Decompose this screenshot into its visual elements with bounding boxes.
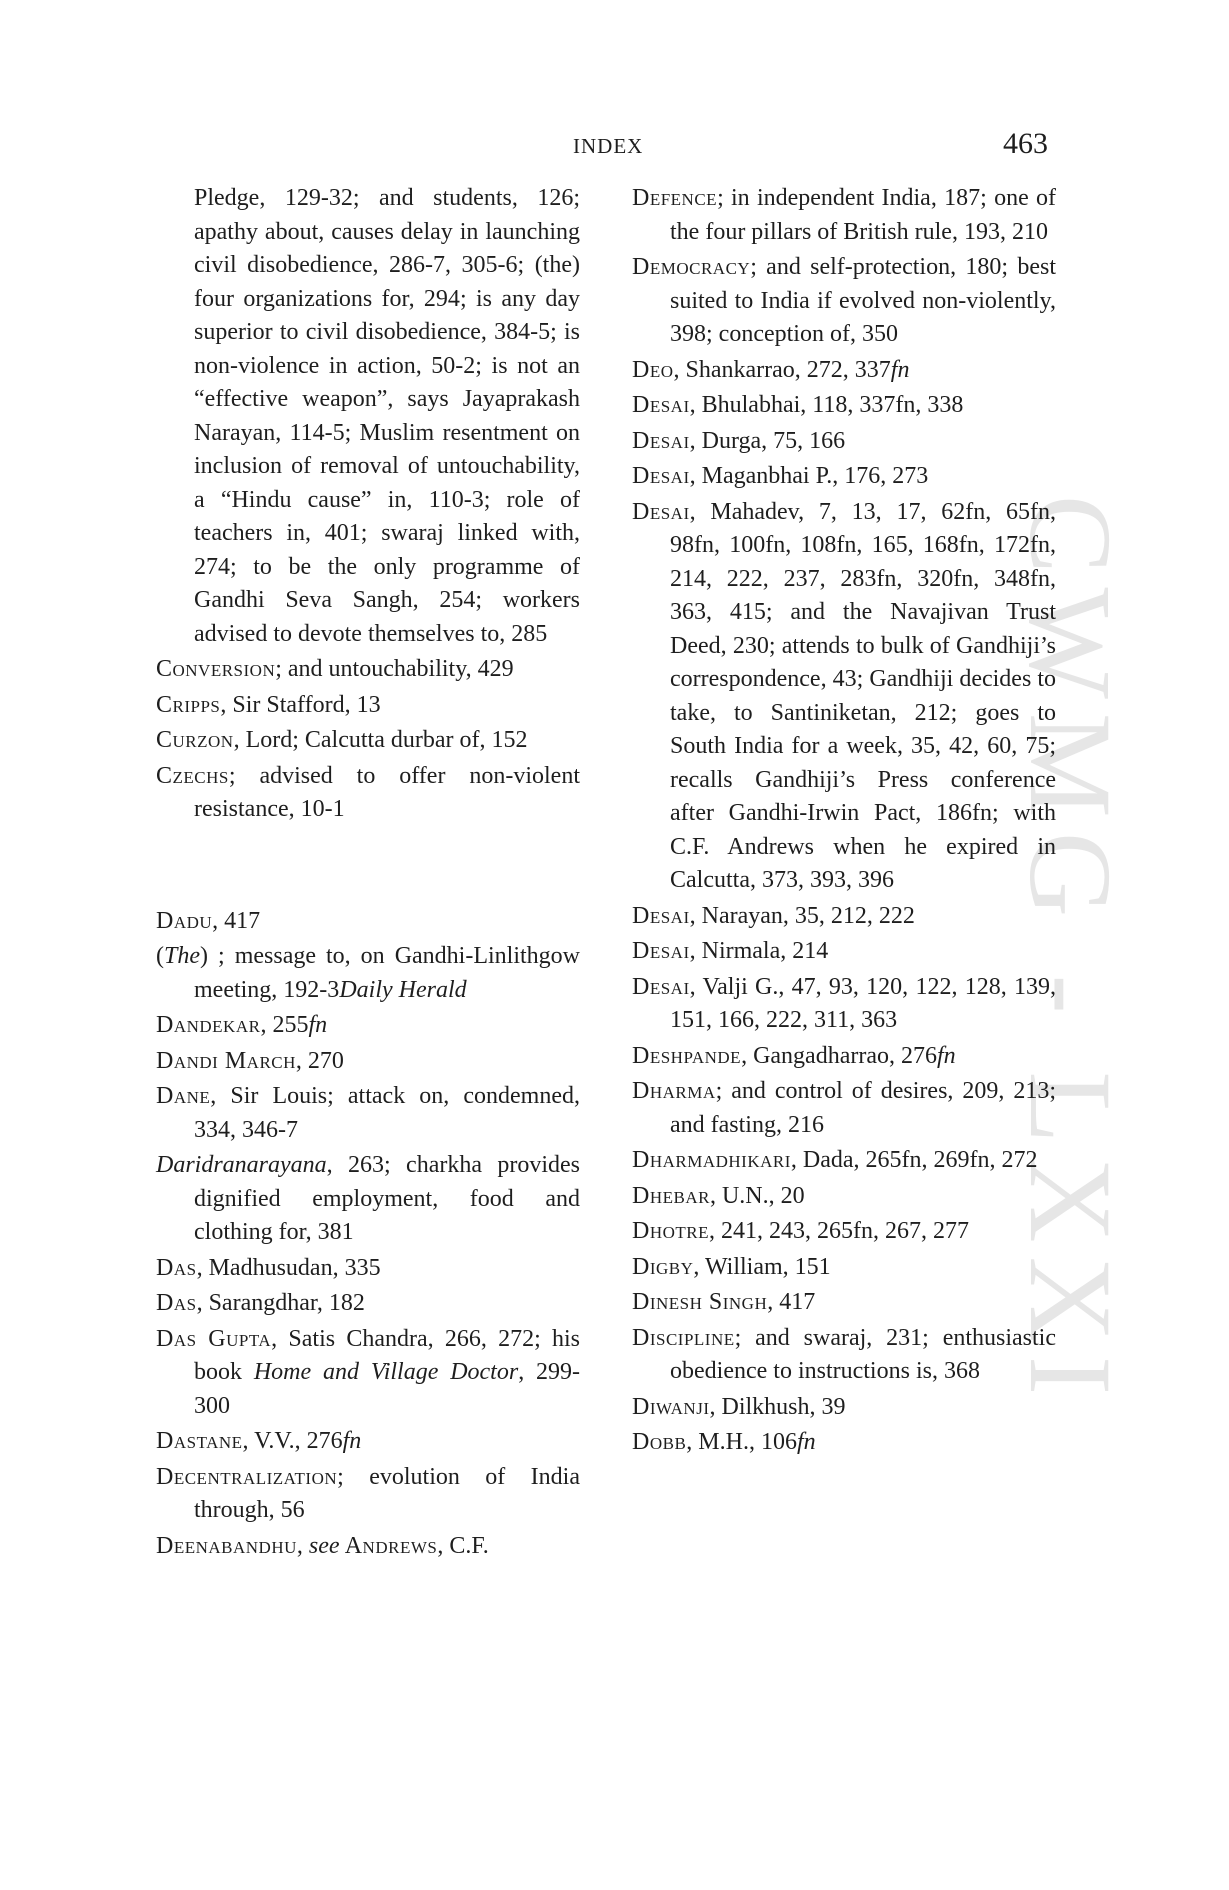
index-entry <box>156 760 580 827</box>
entry-segment: fn <box>308 1012 328 1038</box>
entry-segment: Das <box>156 1254 197 1281</box>
entry-segment: Das <box>156 1290 197 1316</box>
index-entry <box>156 1461 580 1528</box>
entry-segment: , V.V., 276 <box>242 1428 343 1454</box>
entry-segment: Desai <box>632 938 690 964</box>
entry-segment: ; evolution of India through, 56 <box>194 1463 580 1523</box>
entry-segment: Daridranarayana <box>156 1152 327 1178</box>
entry-segment: Desai <box>632 973 690 1000</box>
entry-segment: Cripps <box>156 691 221 718</box>
entry-segment: Dhotre <box>632 1218 709 1244</box>
index-entry <box>156 940 580 1007</box>
entry-segment: , Mahadev, 7, 13, 17, 62fn, 65fn, 98fn, 100fn, 108fn, 165, 168fn, 172fn, 214, 222, 237, 283fn, 320fn, 348fn, 363, 415; and the Navajivan Trust Deed, 230; attends to bulk of Gandhiji’s correspondence, 43; Gandhiji decides to take, to Santiniketan, 212; goes to South India for a week, 35, 42, 60, 75; recalls Gandhiji’s Press conference after Gandhi-Irwin Pact, 186fn; with C.F. Andrews when he expired in Calcutta, 373, 393, 396 <box>670 498 1056 893</box>
entry-segment: , Sir Louis; attack on, condemned, 334, 346-7 <box>194 1083 580 1143</box>
entry-segment: Daily Herald <box>339 976 467 1003</box>
entry-segment: , U.N., 20 <box>709 1182 805 1209</box>
entry-segment: ; and untouchability, 429 <box>275 656 514 682</box>
entry-segment: Defence <box>632 185 718 211</box>
watermark-text: CWMG - LXXI <box>1005 494 1137 1410</box>
index-entry <box>156 1425 580 1459</box>
index-entry <box>632 935 1056 969</box>
entry-segment: Dhebar <box>632 1182 710 1209</box>
index-entry <box>632 1251 1056 1285</box>
entry-segment: Conversion <box>156 656 276 682</box>
entry-segment: Pledge, 129-32; and students, 126; apathy about, causes delay in launching civil disobedience, 286-7, 305-6; (the) four organizations for, 294; is any day superior to civil disobedience, 384-5; is non-violence in action, 50-2; is not an “effective weapon”, says Jayaprakash Narayan, 114-5; Muslim resentment on inclusion of removal of untouchability, a “Hindu cause” in, 110-3; role of teachers in, 401; swaraj linked with, 274; to be the only programme of Gandhi Seva Sangh, 254; workers advised to devote themselves to, 285 <box>194 185 580 647</box>
entry-segment: ; in independent India, 187; one of the four pillars of British rule, 193, 210 <box>670 185 1056 245</box>
entry-segment: Deshpande <box>632 1042 742 1069</box>
entry-segment: fn <box>342 1428 362 1454</box>
index-entry <box>156 689 580 723</box>
entry-segment: , Sarangdhar, 182 <box>196 1290 365 1316</box>
index-entry <box>156 724 580 758</box>
index-entry <box>156 905 580 939</box>
index-entry <box>632 182 1056 249</box>
entry-segment: Desai <box>632 463 690 489</box>
entry-segment: Curzon <box>156 727 234 753</box>
entry-segment: , Sir Stafford, 13 <box>220 691 381 718</box>
entry-segment: , Bhulabhai, 118, 337fn, 338 <box>689 392 964 418</box>
entry-segment: , Dilkhush, 39 <box>709 1393 846 1420</box>
entry-segment: The <box>164 943 200 969</box>
entry-segment: , Lord; Calcutta durbar of, 152 <box>233 727 528 753</box>
entry-segment: fn <box>796 1429 816 1455</box>
entry-segment: Dastane <box>156 1428 243 1454</box>
entry-segment: , Dada, 265fn, 269fn, 272 <box>790 1147 1038 1173</box>
index-entry <box>632 971 1056 1038</box>
entry-segment: , 255 <box>260 1012 309 1038</box>
entry-segment: , William, 151 <box>693 1253 831 1280</box>
entry-segment: Dandi March <box>156 1047 296 1074</box>
index-column-right <box>632 182 1056 1462</box>
entry-segment: , Valji G., 47, 93, 120, 122, 128, 139, 151, 166, 222, 311, 363 <box>670 973 1056 1033</box>
running-head: INDEX <box>573 134 644 158</box>
entry-segment: Dane <box>156 1083 211 1109</box>
index-column-left <box>156 182 580 1565</box>
index-entry <box>632 1180 1056 1214</box>
entry-segment: Desai <box>632 902 690 929</box>
entry-segment: , 270 <box>295 1047 344 1074</box>
entry-segment: see <box>308 1532 340 1559</box>
entry-segment: fn <box>937 1042 956 1069</box>
entry-segment: Dadu <box>156 907 213 934</box>
entry-segment: , <box>296 1532 309 1559</box>
index-entry <box>632 496 1056 898</box>
index-entry <box>156 1080 580 1147</box>
entry-segment: Digby <box>632 1253 694 1280</box>
entry-segment: , Narayan, 35, 212, 222 <box>689 902 915 929</box>
entry-segment: Dandekar <box>156 1012 261 1038</box>
index-entry <box>632 1391 1056 1425</box>
index-entry <box>156 1287 580 1321</box>
index-entry <box>156 1045 580 1079</box>
entry-segment: ; advised to offer non-violent resistance, 10-1 <box>194 762 580 822</box>
entry-segment: , 299-300 <box>194 1359 581 1419</box>
index-entry <box>632 1144 1056 1178</box>
entry-segment: , Maganbhai P., 176, 273 <box>689 463 929 489</box>
page-number: 463 <box>1003 127 1048 160</box>
index-entry <box>156 1149 580 1250</box>
entry-segment: Desai <box>632 392 690 418</box>
index-entry <box>632 460 1056 494</box>
entry-segment: , 417 <box>767 1289 816 1315</box>
entry-segment: Dharma <box>632 1078 716 1104</box>
entry-segment: ; and self-protection, 180; best suited to India if evolved non-violently, 398; conception of, 350 <box>670 254 1056 347</box>
entry-segment: Decentralization <box>156 1463 338 1490</box>
entry-segment: , 417 <box>212 907 261 934</box>
entry-segment: Desai <box>632 498 690 525</box>
entry-segment: ( <box>156 943 164 969</box>
entry-segment: , 241, 243, 265fn, 267, 277 <box>709 1218 969 1244</box>
index-entry <box>632 1322 1056 1389</box>
index-entry <box>632 1426 1056 1460</box>
entry-segment: , Shankarrao, 272, 337 <box>673 356 891 383</box>
entry-segment: Home and Village Doctor <box>253 1359 519 1385</box>
index-entry <box>632 389 1056 423</box>
entry-segment: ; and control of desires, 209, 213; and fasting, 216 <box>670 1078 1056 1138</box>
index-entry <box>632 1215 1056 1249</box>
entry-segment: , Madhusudan, 335 <box>196 1254 381 1281</box>
entry-segment: Deenabandhu <box>156 1532 297 1559</box>
entry-segment: , Gangadharrao, 276 <box>741 1042 937 1069</box>
index-entry <box>156 182 580 651</box>
index-entry <box>156 1252 580 1286</box>
index-entry <box>156 1323 580 1424</box>
entry-segment: fn <box>890 356 910 383</box>
index-entry <box>632 1040 1056 1074</box>
index-entry <box>632 1286 1056 1320</box>
entry-segment: Dinesh Singh <box>632 1289 768 1315</box>
entry-segment: , 263; charkha provides dignified employment, food and clothing for, 381 <box>194 1152 580 1245</box>
entry-segment: Desai <box>632 427 690 454</box>
index-entry <box>632 251 1056 352</box>
entry-segment: ; and swaraj, 231; enthusiastic obedience to instructions is, 368 <box>670 1324 1056 1384</box>
entry-segment: , Nirmala, 214 <box>689 938 829 964</box>
entry-segment: Andrews <box>339 1532 438 1559</box>
entry-segment: Deo <box>632 356 674 383</box>
entry-segment: ; message to, on Gandhi-Linlithgow meeting, 192-3 <box>194 943 581 1003</box>
entry-segment: , Durga, 75, 166 <box>689 427 846 454</box>
entry-segment: , Satis Chandra, 266, 272; his book <box>194 1325 580 1385</box>
index-entry <box>156 1530 580 1564</box>
index-entry <box>632 354 1056 388</box>
entry-segment: Dobb <box>632 1429 687 1455</box>
index-entry <box>632 1075 1056 1142</box>
entry-segment: Democracy <box>632 254 751 280</box>
index-entry <box>632 425 1056 459</box>
entry-segment: Dharmadhikari <box>632 1147 791 1173</box>
entry-segment: Czechs <box>156 762 229 789</box>
entry-segment: ) <box>200 943 219 969</box>
entry-segment: Das Gupta <box>156 1325 272 1352</box>
entry-segment: Discipline <box>632 1324 735 1351</box>
index-entry <box>632 900 1056 934</box>
entry-segment: , C.F. <box>437 1532 489 1559</box>
index-entry <box>156 653 580 687</box>
entry-segment: Diwanji <box>632 1393 710 1420</box>
entry-segment: , M.H., 106 <box>686 1429 797 1455</box>
index-entry <box>156 1009 580 1043</box>
